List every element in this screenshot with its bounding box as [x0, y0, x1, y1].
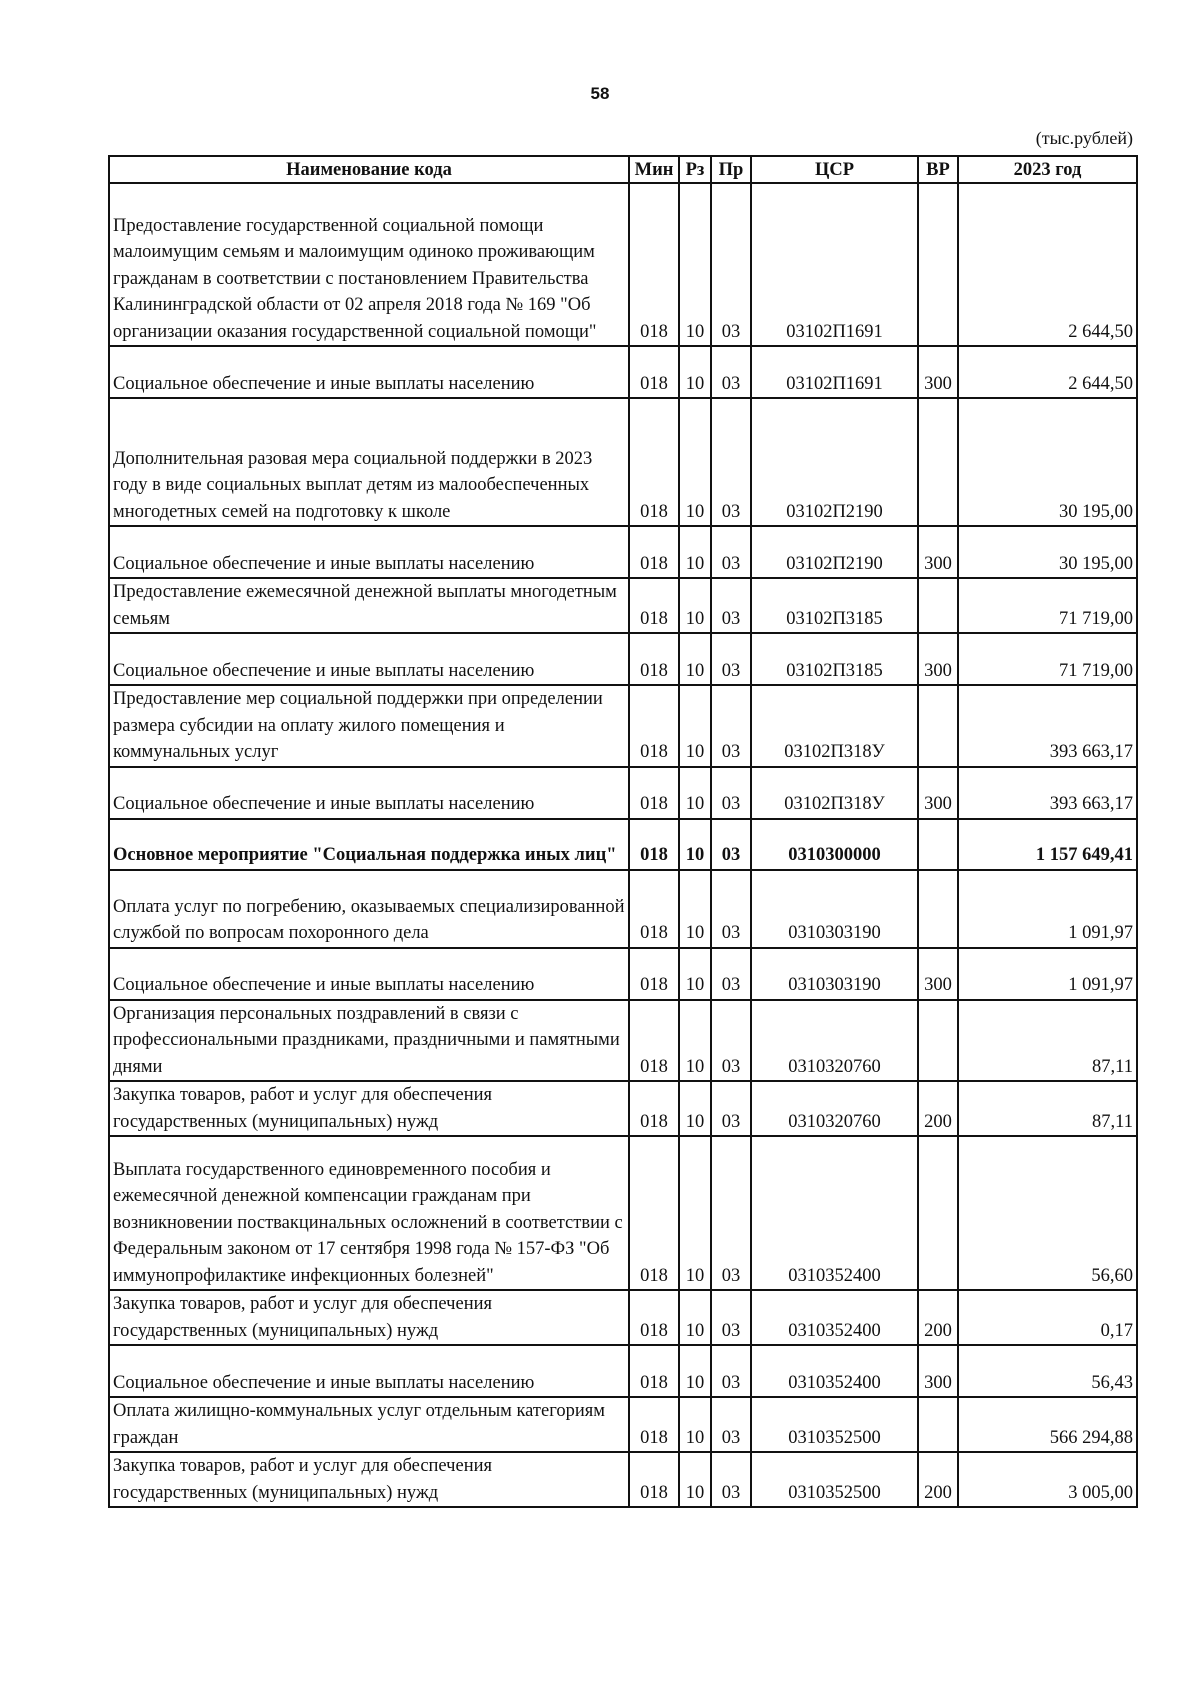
row-pr-cell: 03 [711, 398, 751, 526]
table-row [109, 1000, 1137, 1082]
row-name-cell: Закупка товаров, работ и услуг для обеспечения государственных (муниципальных) нужд [109, 1081, 629, 1136]
row-csr-cell: 0310352400 [751, 1290, 918, 1345]
row-name-cell: Социальное обеспечение и иные выплаты населению [109, 948, 629, 1000]
row-amount-cell: 1 091,97 [958, 948, 1137, 1000]
units-label: (тыс.рублей) [1035, 128, 1133, 148]
row-pr-cell: 03 [711, 1397, 751, 1452]
header-rz: Рз [679, 156, 711, 183]
row-min-cell: 018 [629, 578, 679, 633]
row-csr-cell: 03102П2190 [751, 526, 918, 578]
row-csr-cell: 03102П318У [751, 767, 918, 819]
header-csr: ЦСР [751, 156, 918, 183]
row-name-cell: Социальное обеспечение и иные выплаты населению [109, 1345, 629, 1397]
row-amount-cell: 30 195,00 [958, 526, 1137, 578]
row-min-cell: 018 [629, 1136, 679, 1290]
row-vr-cell: 200 [918, 1452, 958, 1507]
row-vr-cell: 300 [918, 633, 958, 685]
table-row [109, 870, 1137, 948]
row-name-cell: Оплата услуг по погребению, оказываемых специализированной службой по вопросам похоронного дела [109, 870, 629, 948]
budget-table [108, 155, 1138, 1508]
row-csr-cell: 03102П3185 [751, 633, 918, 685]
row-pr-cell: 03 [711, 819, 751, 870]
row-name-cell: Основное мероприятие "Социальная поддержка иных лиц" [109, 819, 629, 870]
row-csr-cell: 0310352500 [751, 1452, 918, 1507]
row-amount-cell: 87,11 [958, 1000, 1137, 1082]
table-row [109, 1397, 1137, 1452]
row-amount-cell: 1 091,97 [958, 870, 1137, 948]
row-rz-cell: 10 [679, 398, 711, 526]
row-rz-cell: 10 [679, 1136, 711, 1290]
row-vr-cell [918, 1136, 958, 1290]
row-name-cell: Социальное обеспечение и иные выплаты населению [109, 346, 629, 398]
row-min-cell: 018 [629, 819, 679, 870]
row-name-cell: Социальное обеспечение и иные выплаты населению [109, 767, 629, 819]
row-rz-cell: 10 [679, 633, 711, 685]
header-year: 2023 год [958, 156, 1137, 183]
row-min-cell: 018 [629, 526, 679, 578]
row-name-cell: Предоставление мер социальной поддержки при определении размера субсидии на оплату жилого помещения и коммунальных услуг [109, 685, 629, 767]
row-min-cell: 018 [629, 767, 679, 819]
row-amount-cell: 71 719,00 [958, 633, 1137, 685]
row-rz-cell: 10 [679, 346, 711, 398]
row-vr-cell: 300 [918, 526, 958, 578]
row-amount-cell: 87,11 [958, 1081, 1137, 1136]
row-rz-cell: 10 [679, 1081, 711, 1136]
row-name-cell: Организация персональных поздравлений в связи с профессиональными праздниками, праздничными и памятными днями [109, 1000, 629, 1082]
row-csr-cell: 03102П2190 [751, 398, 918, 526]
row-rz-cell: 10 [679, 183, 711, 346]
row-pr-cell: 03 [711, 948, 751, 1000]
row-rz-cell: 10 [679, 870, 711, 948]
row-vr-cell [918, 870, 958, 948]
row-pr-cell: 03 [711, 1345, 751, 1397]
row-csr-cell: 0310320760 [751, 1000, 918, 1082]
table-row [109, 633, 1137, 685]
row-csr-cell: 0310352400 [751, 1345, 918, 1397]
table-row [109, 526, 1137, 578]
table-row [109, 819, 1137, 870]
row-amount-cell: 393 663,17 [958, 685, 1137, 767]
row-amount-cell: 2 644,50 [958, 346, 1137, 398]
table-row [109, 578, 1137, 633]
table-row [109, 767, 1137, 819]
row-rz-cell: 10 [679, 819, 711, 870]
row-amount-cell: 393 663,17 [958, 767, 1137, 819]
row-name-cell: Предоставление государственной социальной помощи малоимущим семьям и малоимущим одиноко проживающим гражданам в соответствии с постановлением Правительства Калининградской области от 02 апреля 2018 года № 169 "Об организации оказания государственной социальной помощи" [109, 183, 629, 346]
table-row [109, 1345, 1137, 1397]
row-csr-cell: 03102П1691 [751, 183, 918, 346]
row-rz-cell: 10 [679, 526, 711, 578]
row-vr-cell [918, 183, 958, 346]
table-row [109, 1290, 1137, 1345]
row-min-cell: 018 [629, 633, 679, 685]
row-rz-cell: 10 [679, 685, 711, 767]
row-min-cell: 018 [629, 1290, 679, 1345]
row-vr-cell [918, 1000, 958, 1082]
table-row [109, 398, 1137, 526]
row-vr-cell [918, 1397, 958, 1452]
page-number: 58 [590, 84, 610, 103]
row-pr-cell: 03 [711, 685, 751, 767]
row-vr-cell: 300 [918, 948, 958, 1000]
row-pr-cell: 03 [711, 870, 751, 948]
row-csr-cell: 03102П318У [751, 685, 918, 767]
row-rz-cell: 10 [679, 948, 711, 1000]
header-vr: ВР [918, 156, 958, 183]
row-csr-cell: 0310303190 [751, 948, 918, 1000]
row-name-cell: Дополнительная разовая мера социальной поддержки в 2023 году в виде социальных выплат детям из малообеспеченных многодетных семей на подготовку к школе [109, 398, 629, 526]
row-csr-cell: 0310352400 [751, 1136, 918, 1290]
row-name-cell: Закупка товаров, работ и услуг для обеспечения государственных (муниципальных) нужд [109, 1452, 629, 1507]
row-amount-cell: 30 195,00 [958, 398, 1137, 526]
row-min-cell: 018 [629, 948, 679, 1000]
row-name-cell: Предоставление ежемесячной денежной выплаты многодетным семьям [109, 578, 629, 633]
row-min-cell: 018 [629, 1397, 679, 1452]
table-header-row [109, 156, 1137, 183]
row-csr-cell: 0310303190 [751, 870, 918, 948]
row-name-cell: Социальное обеспечение и иные выплаты населению [109, 633, 629, 685]
row-name-cell: Закупка товаров, работ и услуг для обеспечения государственных (муниципальных) нужд [109, 1290, 629, 1345]
row-rz-cell: 10 [679, 1000, 711, 1082]
row-pr-cell: 03 [711, 1452, 751, 1507]
row-csr-cell: 0310300000 [751, 819, 918, 870]
row-min-cell: 018 [629, 183, 679, 346]
row-vr-cell [918, 819, 958, 870]
row-vr-cell: 300 [918, 1345, 958, 1397]
table-row [109, 685, 1137, 767]
table-row [109, 1136, 1137, 1290]
row-amount-cell: 71 719,00 [958, 578, 1137, 633]
row-rz-cell: 10 [679, 1290, 711, 1345]
table-row [109, 1452, 1137, 1507]
row-vr-cell: 300 [918, 767, 958, 819]
row-vr-cell: 200 [918, 1081, 958, 1136]
table-row [109, 1081, 1137, 1136]
row-vr-cell: 200 [918, 1290, 958, 1345]
row-min-cell: 018 [629, 346, 679, 398]
header-pr: Пр [711, 156, 751, 183]
row-amount-cell: 2 644,50 [958, 183, 1137, 346]
row-pr-cell: 03 [711, 633, 751, 685]
row-pr-cell: 03 [711, 767, 751, 819]
row-pr-cell: 03 [711, 526, 751, 578]
row-amount-cell: 0,17 [958, 1290, 1137, 1345]
row-name-cell: Социальное обеспечение и иные выплаты населению [109, 526, 629, 578]
row-csr-cell: 0310320760 [751, 1081, 918, 1136]
row-amount-cell: 56,43 [958, 1345, 1137, 1397]
row-pr-cell: 03 [711, 578, 751, 633]
row-min-cell: 018 [629, 1081, 679, 1136]
row-rz-cell: 10 [679, 767, 711, 819]
row-vr-cell [918, 685, 958, 767]
row-min-cell: 018 [629, 685, 679, 767]
row-amount-cell: 566 294,88 [958, 1397, 1137, 1452]
row-csr-cell: 03102П3185 [751, 578, 918, 633]
row-vr-cell [918, 578, 958, 633]
row-pr-cell: 03 [711, 183, 751, 346]
table-row [109, 183, 1137, 346]
row-min-cell: 018 [629, 398, 679, 526]
row-min-cell: 018 [629, 1452, 679, 1507]
row-min-cell: 018 [629, 870, 679, 948]
row-pr-cell: 03 [711, 1290, 751, 1345]
table-body [109, 183, 1137, 1507]
row-pr-cell: 03 [711, 346, 751, 398]
row-pr-cell: 03 [711, 1136, 751, 1290]
row-vr-cell [918, 398, 958, 526]
row-amount-cell: 1 157 649,41 [958, 819, 1137, 870]
row-csr-cell: 03102П1691 [751, 346, 918, 398]
row-rz-cell: 10 [679, 578, 711, 633]
row-vr-cell: 300 [918, 346, 958, 398]
row-pr-cell: 03 [711, 1000, 751, 1082]
table-row [109, 346, 1137, 398]
row-amount-cell: 3 005,00 [958, 1452, 1137, 1507]
row-name-cell: Оплата жилищно-коммунальных услуг отдельным категориям граждан [109, 1397, 629, 1452]
row-min-cell: 018 [629, 1345, 679, 1397]
row-csr-cell: 0310352500 [751, 1397, 918, 1452]
row-amount-cell: 56,60 [958, 1136, 1137, 1290]
row-rz-cell: 10 [679, 1452, 711, 1507]
row-rz-cell: 10 [679, 1345, 711, 1397]
row-name-cell: Выплата государственного единовременного пособия и ежемесячной денежной компенсации гражданам при возникновении поствакцинальных осложнений в соответствии с Федеральным законом от 17 сентября 1998 года № 157-ФЗ "Об иммунопрофилактике инфекционных болезней" [109, 1136, 629, 1290]
row-min-cell: 018 [629, 1000, 679, 1082]
row-pr-cell: 03 [711, 1081, 751, 1136]
header-name: Наименование кода [109, 156, 629, 183]
row-rz-cell: 10 [679, 1397, 711, 1452]
table-row [109, 948, 1137, 1000]
header-min: Мин [629, 156, 679, 183]
